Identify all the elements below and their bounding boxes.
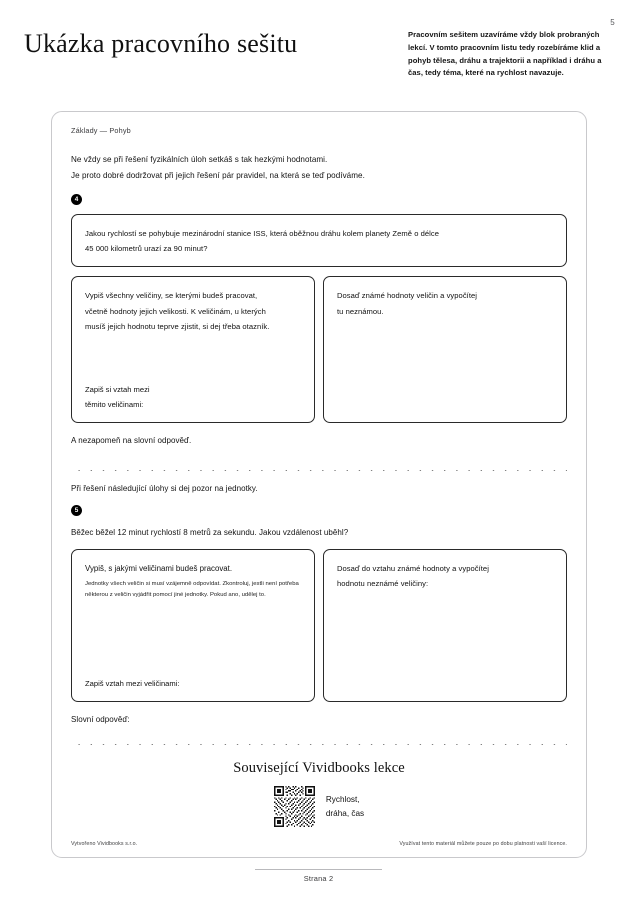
task4-prompt-box	[71, 214, 567, 267]
task4-left-line-3: musíš jejich hodnotu teprve zjistit, si dej třeba otazník.	[85, 321, 270, 331]
related-lesson-label-line-1: Rychlost,	[325, 794, 360, 804]
page-title: Ukázka pracovního sešitu	[24, 29, 298, 58]
page-intro-text: Pracovním sešitem uzavíráme vždy blok probraných lekcí. V tomto pracovním listu tedy rozebíráme klid a pohyb tělesa, dráhu a trajektorii a například i dráhu a čas, tedy téma, které na rychlost navazuje.	[408, 30, 602, 78]
task4-left-bottom-note	[85, 382, 150, 412]
page-footer-divider	[255, 869, 382, 870]
task4-answer-area	[71, 276, 567, 423]
related-lesson-label	[326, 793, 364, 821]
task4-prompt-line-1: Jakou rychlostí se pohybuje mezinárodní stanice ISS, která oběžnou dráhu kolem planety Země o délce	[85, 229, 440, 239]
task4-right-answer-box[interactable]	[323, 276, 567, 423]
task5-left-bottom-line: Zapiš vztah mezi veličinami:	[85, 678, 180, 688]
page-footer-label: Strana 2	[303, 874, 334, 883]
task4-left-line-1: Vypiš všechny veličiny, se kterými budeš pracovat,	[85, 291, 258, 301]
task5-prompt: Běžec běžel 12 minut rychlostí 8 metrů za sekundu. Jakou vzdálenost uběhl?	[71, 527, 349, 537]
related-lesson-title: Související Vividbooks lekce	[233, 760, 405, 777]
units-note: Při řešení následující úlohy si dej pozor na jednotky.	[71, 483, 258, 493]
worksheet-panel	[51, 111, 587, 858]
task5-left-heading: Vypiš, s jakými veličinami budeš pracovat.	[85, 564, 233, 573]
question-number-4: 4	[71, 194, 82, 205]
final-answer-label: Slovní odpověď:	[71, 715, 130, 724]
task4-left-line-2: včetně hodnoty jejich velikosti. K veličinám, u kterých	[85, 306, 266, 316]
task4-prompt-line-2: 45 000 kilometrů urazí za 90 minut?	[85, 244, 208, 254]
task5-right-answer-box[interactable]	[323, 549, 567, 702]
footer-credit: Vytvořeno Vividbooks s.r.o.	[71, 841, 138, 847]
task4-right-line-1: Dosaď známé hodnoty veličin a vypočítej	[337, 291, 478, 301]
worksheet-kicker: Základy — Pohyb	[71, 126, 131, 135]
task5-answer-area	[71, 549, 567, 702]
task4-left-bottom-line-2: těmito veličinami:	[85, 400, 144, 410]
lead-line-2: Je proto dobré dodržovat při jejich řešení pár pravidel, na která se teď podíváme.	[71, 170, 365, 180]
task4-right-line-2: tu neznámou.	[337, 306, 384, 316]
related-lesson-label-line-2: dráha, čas	[325, 808, 365, 818]
answer-dotted-line-1[interactable]	[71, 461, 567, 471]
page-header	[24, 26, 613, 80]
task5-left-answer-box[interactable]	[71, 549, 315, 702]
task5-left-bottom-note	[85, 676, 180, 691]
task4-left-answer-box[interactable]	[71, 276, 315, 423]
lead-line-1: Ne vždy se při řešení fyzikálních úloh setkáš s tak hezkými hodnotami.	[71, 155, 328, 164]
task4-left-bottom-line-1: Zapiš si vztah mezi	[85, 385, 150, 395]
page-number: 5	[610, 18, 615, 27]
question-number-5: 5	[71, 505, 82, 516]
task5-right-line-2: hodnotu neznámé veličiny:	[337, 579, 429, 589]
answer-dotted-line-2[interactable]	[71, 735, 567, 745]
task5-right-line-1: Dosaď do vztahu známé hodnoty a vypočítej	[337, 564, 489, 573]
worksheet-footer	[71, 841, 567, 847]
task5-left-small-print: Jednotky všech veličin si musí vzájemně odpovídat. Zkontroluj, jestli není potřeba některou z veličin vyjádřit pomocí jiné jednotky. Pokud ano, udělej to.	[85, 581, 299, 598]
after-task4-note: A nezapomeň na slovní odpověď.	[71, 436, 192, 446]
qr-code-icon[interactable]	[274, 786, 315, 827]
worksheet-lead	[71, 152, 567, 183]
related-lesson-block	[71, 760, 567, 827]
footer-license: Využívat tento materiál můžete pouze po dobu platnosti vaší licence.	[399, 841, 567, 847]
